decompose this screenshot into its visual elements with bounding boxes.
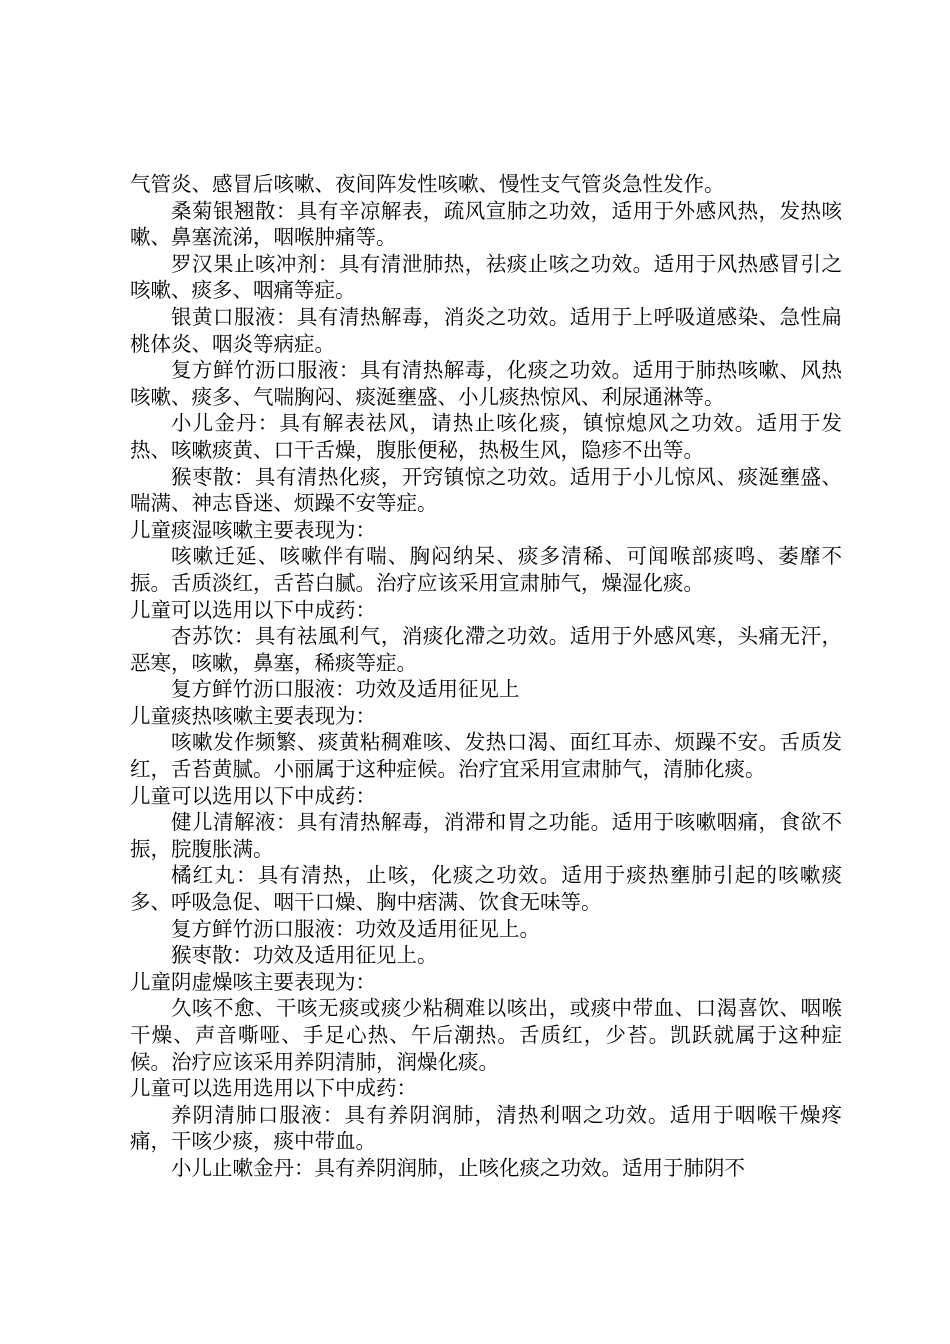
paragraph-xiaoer-jindan: 小儿金丹：具有解表祛风，请热止咳化痰，镇惊熄风之功效。适用于发热、咳嗽痰黄、口干舌燥，腹胀便秘，热极生风，隐疹不出等。 <box>130 411 842 462</box>
paragraph-tanshi-symptoms: 咳嗽迁延、咳嗽伴有喘、胸闷纳呆、痰多清稀、可闻喉部痰鸣、萎靡不振。舌质淡红，舌苔白腻。治疗应该采用宣肃肺气，燥湿化痰。 <box>130 544 842 595</box>
section-heading-yinxu-dry-cough: 儿童阴虚燥咳主要表现为： <box>130 969 376 994</box>
paragraph-xiaoer-zhisou-jindan: 小儿止嗽金丹：具有养阴润肺，止咳化痰之功效。适用于肺阴不 <box>171 1155 745 1180</box>
paragraph-juhong-wan: 橘红丸：具有清热，止咳，化痰之功效。适用于痰热壅肺引起的咳嗽痰多、呼吸急促、咽干口燥、胸中痞满、饮食无味等。 <box>130 863 842 915</box>
paragraph-xingsu-yin: 杏苏饮：具有祛風利气，消痰化滯之功效。适用于外感风寒，头痛无汗，恶寒，咳嗽，鼻塞，稀痰等症。 <box>130 624 842 675</box>
paragraph-fufang-xianzhuli: 复方鲜竹沥口服液：具有清热解毒，化痰之功效。适用于肺热咳嗽、风热咳嗽、痰多、气喘胸闷、痰涎壅盛、小儿痰热惊风、利尿通淋等。 <box>130 358 842 409</box>
document-page <box>130 171 842 1182</box>
section-heading-medicines: 儿童可以选用以下中成药： <box>130 597 376 622</box>
section-heading-medicines: 儿童可以选用选用以下中成药： <box>130 1076 417 1101</box>
paragraph-luohanguo-granules: 罗汉果止咳冲剂：具有清泄肺热，祛痰止咳之功效。适用于风热感冒引之咳嗽、痰多、咽痛等症。 <box>130 251 842 303</box>
section-heading-medicines: 儿童可以选用以下中成药： <box>130 783 376 808</box>
paragraph-fufang-xianzhuli-ref: 复方鲜竹沥口服液：功效及适用征见上。 <box>171 916 540 941</box>
paragraph-yangyin-qingfei: 养阴清肺口服液：具有养阴润肺，清热利咽之功效。适用于咽喉干燥疼痛，干咳少痰，痰中带血。 <box>130 1102 842 1154</box>
paragraph-houzao-san: 猴枣散：具有清热化痰，开窍镇惊之功效。适用于小儿惊风、痰涎壅盛、喘满、神志昏迷、烦躁不安等症。 <box>130 464 842 516</box>
paragraph-houzao-san-ref: 猴枣散：功效及适用征见上。 <box>171 943 438 968</box>
paragraph-fufang-xianzhuli-ref: 复方鲜竹沥口服液：功效及适用征见上 <box>171 677 520 702</box>
paragraph-sangju-yinqiao-san: 桑菊银翘散：具有辛凉解表，疏风宣肺之功效，适用于外感风热，发热咳嗽、鼻塞流涕，咽喉肿痛等。 <box>130 198 842 250</box>
paragraph-yinhuang-oral-liquid: 银黄口服液：具有清热解毒，消炎之功效。适用于上呼吸道感染、急性扁桃体炎、咽炎等病症。 <box>130 304 842 356</box>
section-heading-tanre-cough: 儿童痰热咳嗽主要表现为： <box>130 703 376 728</box>
paragraph-jianer-qingjie-ye: 健儿清解液：具有清热解毒，消滞和胃之功能。适用于咳嗽咽痛，食欲不振，脘腹胀满。 <box>130 810 842 861</box>
section-heading-tanshi-cough: 儿童痰湿咳嗽主要表现为： <box>130 517 376 542</box>
paragraph-tanre-symptoms: 咳嗽发作频繁、痰黄粘稠难咳、发热口渴、面红耳赤、烦躁不安。舌质发红，舌苔黄腻。小丽属于这种症候。治疗宜采用宣肃肺气，清肺化痰。 <box>130 730 842 782</box>
paragraph-continuation: 气管炎、感冒后咳嗽、夜间阵发性咳嗽、慢性支气管炎急性发作。 <box>130 172 725 196</box>
paragraph-yinxu-symptoms: 久咳不愈、干咳无痰或痰少粘稠难以咳出，或痰中带血、口渴喜饮、咽喉干燥、声音嘶哑、手足心热、午后潮热。舌质红，少苔。凯跃就属于这种症候。治疗应该采用养阴清肺，润燥化痰。 <box>130 996 842 1074</box>
